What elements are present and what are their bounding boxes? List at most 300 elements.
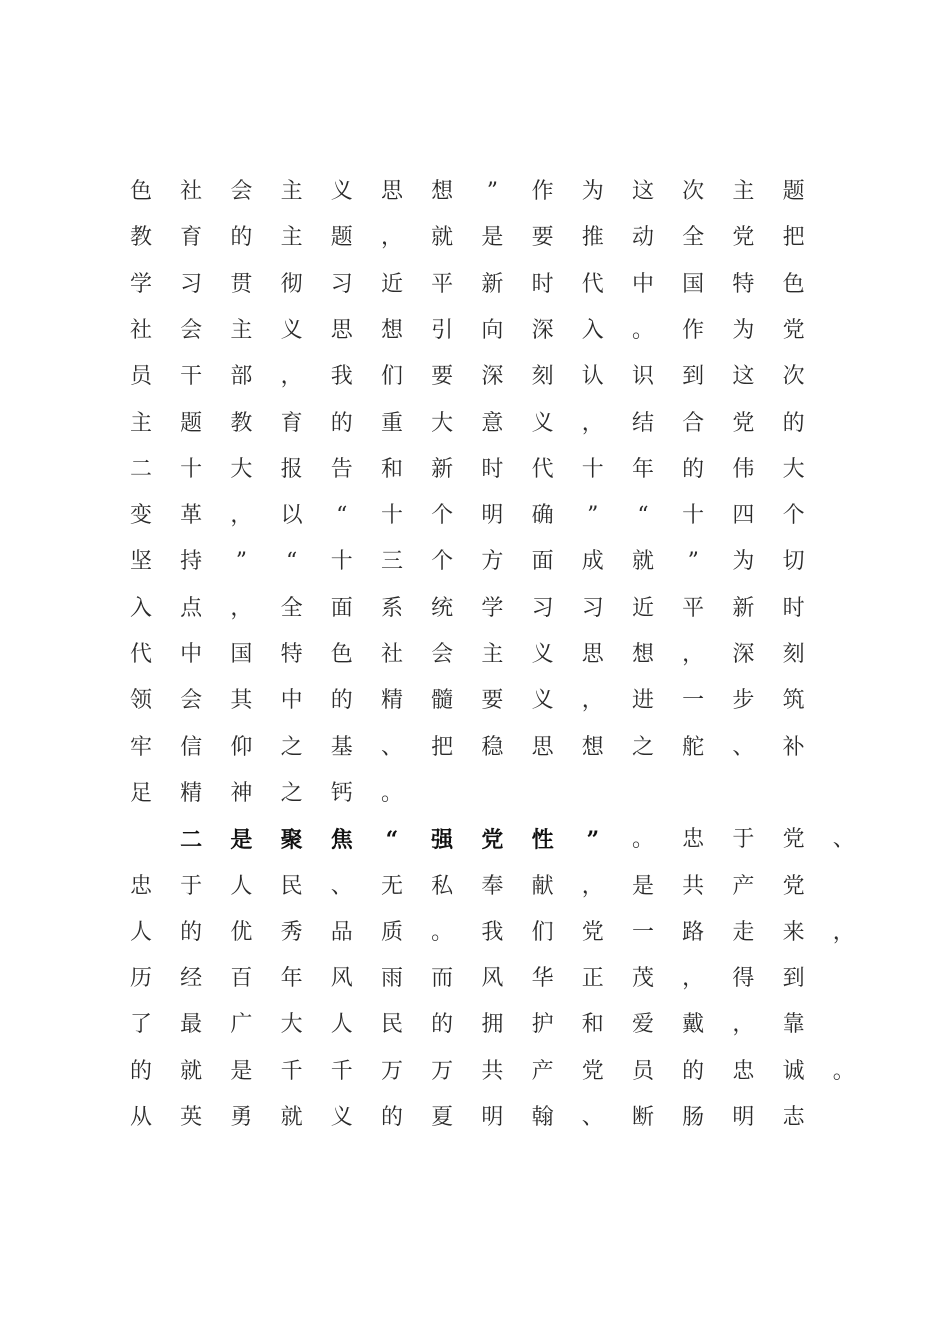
text-char: 十	[380, 503, 403, 529]
text-char: 主	[129, 410, 152, 436]
text-char: 风	[481, 966, 504, 992]
text-char: 习	[581, 595, 604, 621]
text-char: 会	[180, 688, 203, 714]
text-char: 走	[732, 919, 755, 945]
text-char: 明	[481, 503, 504, 529]
text-char: 中	[280, 688, 303, 714]
text-char: 代	[581, 271, 604, 297]
text-char: 题	[180, 410, 203, 436]
text-char: ，	[682, 966, 705, 992]
text-line	[0, 594, 950, 640]
text-char: 广	[230, 1012, 253, 1038]
text-char: ”	[687, 549, 699, 575]
text-char: 主	[280, 179, 303, 204]
text-line	[0, 686, 950, 732]
text-char: 秀	[280, 919, 303, 945]
text-char: 把	[782, 225, 805, 251]
text-char: 推	[581, 225, 604, 251]
text-char: 统	[431, 595, 454, 621]
text-char: 的	[682, 456, 705, 482]
text-char: 奉	[481, 873, 504, 899]
text-char: ，	[832, 919, 855, 945]
text-char: 的	[682, 1058, 705, 1084]
text-char: 入	[129, 595, 152, 621]
text-char: 焦	[330, 827, 353, 854]
text-char: 补	[782, 734, 805, 760]
text-char: 正	[581, 966, 604, 992]
text-char: 育	[180, 225, 203, 251]
text-char: 义	[280, 317, 303, 343]
text-char: 、	[581, 1105, 604, 1130]
text-char: 干	[180, 364, 203, 390]
text-char: 们	[380, 364, 403, 390]
text-char: 肠	[682, 1105, 705, 1130]
text-char: 新	[732, 595, 755, 621]
text-char: 全	[682, 225, 705, 251]
text-char: 十	[581, 456, 604, 482]
text-char: 党	[481, 827, 504, 854]
text-char: 断	[631, 1105, 654, 1130]
text-char: 教	[230, 410, 253, 436]
text-char: 党	[782, 827, 805, 853]
text-char: 个	[431, 549, 454, 575]
text-char: 伟	[732, 456, 755, 482]
text-char: 个	[431, 503, 454, 529]
text-char: 为	[581, 179, 604, 204]
text-char: 近	[380, 271, 403, 297]
text-char: 党	[581, 919, 604, 945]
text-char: ，	[230, 503, 253, 529]
text-char: 个	[782, 503, 805, 529]
text-line	[0, 964, 950, 1010]
text-char: ”	[586, 827, 600, 854]
text-char: 茂	[631, 966, 654, 992]
text-char: 革	[180, 503, 203, 529]
text-char: 献	[531, 873, 554, 899]
text-char: 主	[230, 317, 253, 343]
text-line	[0, 501, 950, 547]
text-char: 于	[732, 827, 755, 853]
text-char: 认	[581, 364, 604, 390]
text-char: 国	[682, 271, 705, 297]
text-char: 刻	[531, 364, 554, 390]
text-char: 深	[481, 364, 504, 390]
text-char: 十	[682, 503, 705, 529]
text-char: 要	[531, 225, 554, 251]
text-line	[0, 640, 950, 686]
text-char: 义	[531, 688, 554, 714]
text-char: 基	[330, 734, 353, 760]
text-line	[0, 779, 950, 825]
text-line	[0, 177, 950, 223]
text-char: 华	[531, 966, 554, 992]
text-char: 为	[732, 549, 755, 575]
text-char: 这	[631, 179, 654, 204]
text-char: 刻	[782, 642, 805, 667]
text-char: 党	[732, 410, 755, 436]
text-char: 就	[180, 1058, 203, 1084]
text-char: 教	[129, 225, 152, 251]
text-char: 。	[832, 1058, 855, 1084]
text-char: 会	[230, 179, 253, 204]
text-char: 以	[280, 503, 303, 529]
text-char: 民	[380, 1012, 403, 1038]
text-char: 足	[129, 780, 152, 806]
text-char: 会	[431, 642, 454, 667]
text-char: 夏	[431, 1105, 454, 1130]
text-char: 其	[230, 688, 253, 714]
text-char: 合	[682, 410, 705, 436]
text-char: 大	[782, 456, 805, 482]
text-char: 党	[782, 873, 805, 899]
text-char: 进	[631, 688, 654, 714]
text-char: 切	[782, 549, 805, 575]
text-char: 平	[431, 271, 454, 297]
text-char: 民	[280, 873, 303, 899]
text-char: 新	[431, 456, 454, 482]
text-char: 这	[732, 364, 755, 390]
text-char: 的	[330, 688, 353, 714]
text-char: 万	[380, 1058, 403, 1084]
text-char: 员	[631, 1058, 654, 1084]
text-char: 稳	[481, 734, 504, 760]
text-char: 社	[380, 642, 403, 667]
text-char: 品	[330, 919, 353, 945]
text-char: 万	[431, 1058, 454, 1084]
text-line	[0, 1010, 950, 1056]
text-char: 舵	[682, 734, 705, 760]
text-char: 经	[180, 966, 203, 992]
text-char: 思	[531, 734, 554, 760]
text-char: 产	[531, 1058, 554, 1084]
text-char: 筑	[782, 688, 805, 714]
text-char: 了	[129, 1012, 152, 1038]
text-char: 人	[129, 919, 152, 945]
text-char: 就	[431, 225, 454, 251]
text-char: 明	[481, 1105, 504, 1130]
text-char: 风	[330, 966, 353, 992]
text-char: 无	[380, 873, 403, 899]
text-char: 。	[631, 317, 654, 343]
text-char: 就	[631, 549, 654, 575]
text-char: 的	[782, 410, 805, 436]
text-char: 三	[380, 549, 403, 575]
text-char: 年	[631, 456, 654, 482]
text-line	[0, 872, 950, 918]
text-line	[0, 918, 950, 964]
text-char: 。	[631, 827, 654, 853]
text-char: ”	[486, 179, 499, 204]
text-char: 深	[732, 642, 755, 667]
text-char: 思	[330, 317, 353, 343]
text-char: 。	[380, 780, 403, 806]
text-char: 时	[782, 595, 805, 621]
text-char: 于	[180, 873, 203, 899]
text-char: 是	[230, 827, 253, 854]
text-char: 雨	[380, 966, 403, 992]
text-char: 钙	[330, 780, 353, 806]
text-char: 共	[481, 1058, 504, 1084]
text-line	[0, 362, 950, 408]
text-char: 产	[732, 873, 755, 899]
text-char: 、	[732, 734, 755, 760]
text-char: ”	[235, 549, 248, 575]
text-char: 为	[732, 317, 755, 343]
text-char: 成	[581, 549, 604, 575]
text-char: 党	[732, 225, 755, 251]
text-char: 戴	[682, 1012, 705, 1038]
text-char: 面	[531, 549, 554, 575]
text-char: 坚	[129, 549, 152, 575]
text-char: 党	[782, 317, 805, 343]
text-char: 来	[782, 919, 805, 945]
text-char: 的	[330, 410, 353, 436]
text-char: 到	[782, 966, 805, 992]
text-char: 作	[531, 179, 554, 204]
text-char: 点	[180, 595, 203, 621]
text-char: ，	[732, 1012, 755, 1038]
text-char: 。	[431, 919, 454, 945]
text-char: 而	[431, 966, 454, 992]
text-char: 是	[481, 225, 504, 251]
text-char: 意	[481, 410, 504, 436]
text-char: 引	[431, 317, 454, 343]
text-char: 二	[180, 827, 203, 854]
text-char: 一	[682, 688, 705, 714]
text-char: 方	[481, 549, 504, 575]
text-char: 结	[631, 410, 654, 436]
text-char: 要	[431, 364, 454, 390]
text-char: 习	[330, 271, 353, 297]
text-line	[0, 547, 950, 593]
text-char: 和	[380, 456, 403, 482]
text-char: 大	[431, 410, 454, 436]
text-char: 靠	[782, 1012, 805, 1038]
text-char: 得	[732, 966, 755, 992]
text-char: 性	[531, 827, 554, 854]
text-char: ，	[280, 364, 303, 390]
text-char: 百	[230, 966, 253, 992]
text-char: 次	[782, 364, 805, 390]
text-char: 的	[380, 1105, 403, 1130]
text-char: 神	[230, 780, 253, 806]
text-char: 忠	[732, 1058, 755, 1084]
text-char: 想	[431, 179, 454, 204]
text-char: 学	[481, 595, 504, 621]
text-char: 把	[431, 734, 454, 760]
text-char: 主	[481, 642, 504, 667]
text-char: 精	[380, 688, 403, 714]
text-char: 强	[431, 827, 454, 854]
text-char: 党	[581, 1058, 604, 1084]
text-char: 员	[129, 364, 152, 390]
text-char: 步	[732, 688, 755, 714]
text-char: 平	[682, 595, 705, 621]
text-char: 学	[129, 271, 152, 297]
text-char: 的	[230, 225, 253, 251]
text-char: 仰	[230, 734, 253, 760]
text-char: 我	[330, 364, 353, 390]
text-line	[0, 316, 950, 362]
text-char: 大	[280, 1012, 303, 1038]
text-char: 告	[330, 456, 353, 482]
text-char: 信	[180, 734, 203, 760]
text-char: 十	[180, 456, 203, 482]
text-char: 报	[280, 456, 303, 482]
text-char: 代	[129, 642, 152, 667]
text-char: 勇	[230, 1105, 253, 1130]
text-char: ”	[587, 503, 599, 529]
text-char: 新	[481, 271, 504, 297]
text-char: 时	[531, 271, 554, 297]
text-char: 中	[631, 271, 654, 297]
text-line	[0, 1103, 950, 1149]
text-char: 思	[581, 642, 604, 667]
text-char: ，	[380, 225, 403, 251]
text-char: 护	[531, 1012, 554, 1038]
text-char: 翰	[531, 1105, 554, 1130]
text-line	[0, 733, 950, 779]
text-char: 社	[129, 317, 152, 343]
text-char: 全	[280, 595, 303, 621]
text-line	[0, 270, 950, 316]
text-char: 义	[330, 1105, 353, 1130]
text-char: 代	[531, 456, 554, 482]
text-char: 领	[129, 688, 152, 714]
text-char: 持	[180, 549, 203, 575]
text-char: 入	[581, 317, 604, 343]
text-char: 中	[180, 642, 203, 667]
text-char: 国	[230, 642, 253, 667]
text-char: 义	[531, 642, 554, 667]
text-char: 、	[832, 827, 855, 853]
text-char: 育	[280, 410, 303, 436]
text-char: 义	[330, 179, 353, 204]
text-char: 习	[180, 271, 203, 297]
text-char: 要	[481, 688, 504, 714]
text-char: “	[637, 503, 649, 529]
text-char: 诚	[782, 1058, 805, 1084]
text-char: 社	[180, 179, 203, 204]
text-char: 明	[732, 1105, 755, 1130]
text-char: 色	[129, 179, 152, 204]
text-char: 之	[631, 734, 654, 760]
text-char: 优	[230, 919, 253, 945]
text-char: 、	[330, 873, 353, 899]
text-char: 面	[330, 595, 353, 621]
text-char: ，	[682, 642, 705, 667]
text-char: 就	[280, 1105, 303, 1130]
text-char: 想	[631, 642, 654, 667]
text-line	[0, 455, 950, 501]
text-char: 动	[631, 225, 654, 251]
text-char: 千	[330, 1058, 353, 1084]
text-char: 确	[531, 503, 554, 529]
text-char: 精	[180, 780, 203, 806]
text-char: 想	[581, 734, 604, 760]
text-char: 色	[330, 642, 353, 667]
text-char: ，	[581, 688, 604, 714]
text-char: 作	[682, 317, 705, 343]
text-char: 一	[631, 919, 654, 945]
text-char: 到	[682, 364, 705, 390]
text-char: 我	[481, 919, 504, 945]
text-char: 、	[380, 734, 403, 760]
text-char: 主	[280, 225, 303, 251]
text-char: 最	[180, 1012, 203, 1038]
text-char: 次	[682, 179, 705, 204]
text-char: 习	[531, 595, 554, 621]
text-char: ，	[581, 873, 604, 899]
text-char: 识	[631, 364, 654, 390]
text-char: 题	[782, 179, 805, 204]
text-char: 英	[180, 1105, 203, 1130]
text-char: 部	[230, 364, 253, 390]
text-char: 拥	[481, 1012, 504, 1038]
text-char: “	[336, 503, 348, 529]
text-char: 髓	[431, 688, 454, 714]
text-char: 是	[230, 1058, 253, 1084]
text-char: 私	[431, 873, 454, 899]
text-line	[0, 825, 950, 871]
text-char: 年	[280, 966, 303, 992]
text-char: 主	[732, 179, 755, 204]
text-char: 志	[782, 1105, 805, 1130]
text-char: 时	[481, 456, 504, 482]
text-line	[0, 409, 950, 455]
text-char: 人	[230, 873, 253, 899]
text-char: 质	[380, 919, 403, 945]
text-char: 色	[782, 271, 805, 297]
text-line	[0, 1057, 950, 1103]
text-char: 想	[380, 317, 403, 343]
text-char: 近	[631, 595, 654, 621]
text-char: 牢	[129, 734, 152, 760]
text-char: ，	[230, 595, 253, 621]
text-char: 重	[380, 410, 403, 436]
text-char: 二	[129, 456, 152, 482]
text-char: 从	[129, 1105, 152, 1130]
text-char: ，	[581, 410, 604, 436]
text-char: 忠	[682, 827, 705, 853]
text-char: 忠	[129, 873, 152, 899]
text-char: 路	[682, 919, 705, 945]
text-char: 特	[732, 271, 755, 297]
text-line	[0, 223, 950, 269]
text-char: 之	[280, 734, 303, 760]
text-char: “	[285, 549, 298, 575]
text-char: 义	[531, 410, 554, 436]
text-char: 的	[129, 1058, 152, 1084]
text-char: 是	[631, 873, 654, 899]
text-char: 十	[330, 549, 353, 575]
text-char: 题	[330, 225, 353, 251]
text-char: 特	[280, 642, 303, 667]
text-char: 深	[531, 317, 554, 343]
text-char: “	[385, 827, 399, 854]
text-char: 聚	[280, 827, 303, 854]
text-char: 共	[682, 873, 705, 899]
text-char: 和	[581, 1012, 604, 1038]
text-char: 大	[230, 456, 253, 482]
text-char: 会	[180, 317, 203, 343]
text-char: 的	[180, 919, 203, 945]
text-char: 千	[280, 1058, 303, 1084]
text-char: 们	[531, 919, 554, 945]
text-char: 人	[330, 1012, 353, 1038]
text-char: 向	[481, 317, 504, 343]
text-char: 历	[129, 966, 152, 992]
